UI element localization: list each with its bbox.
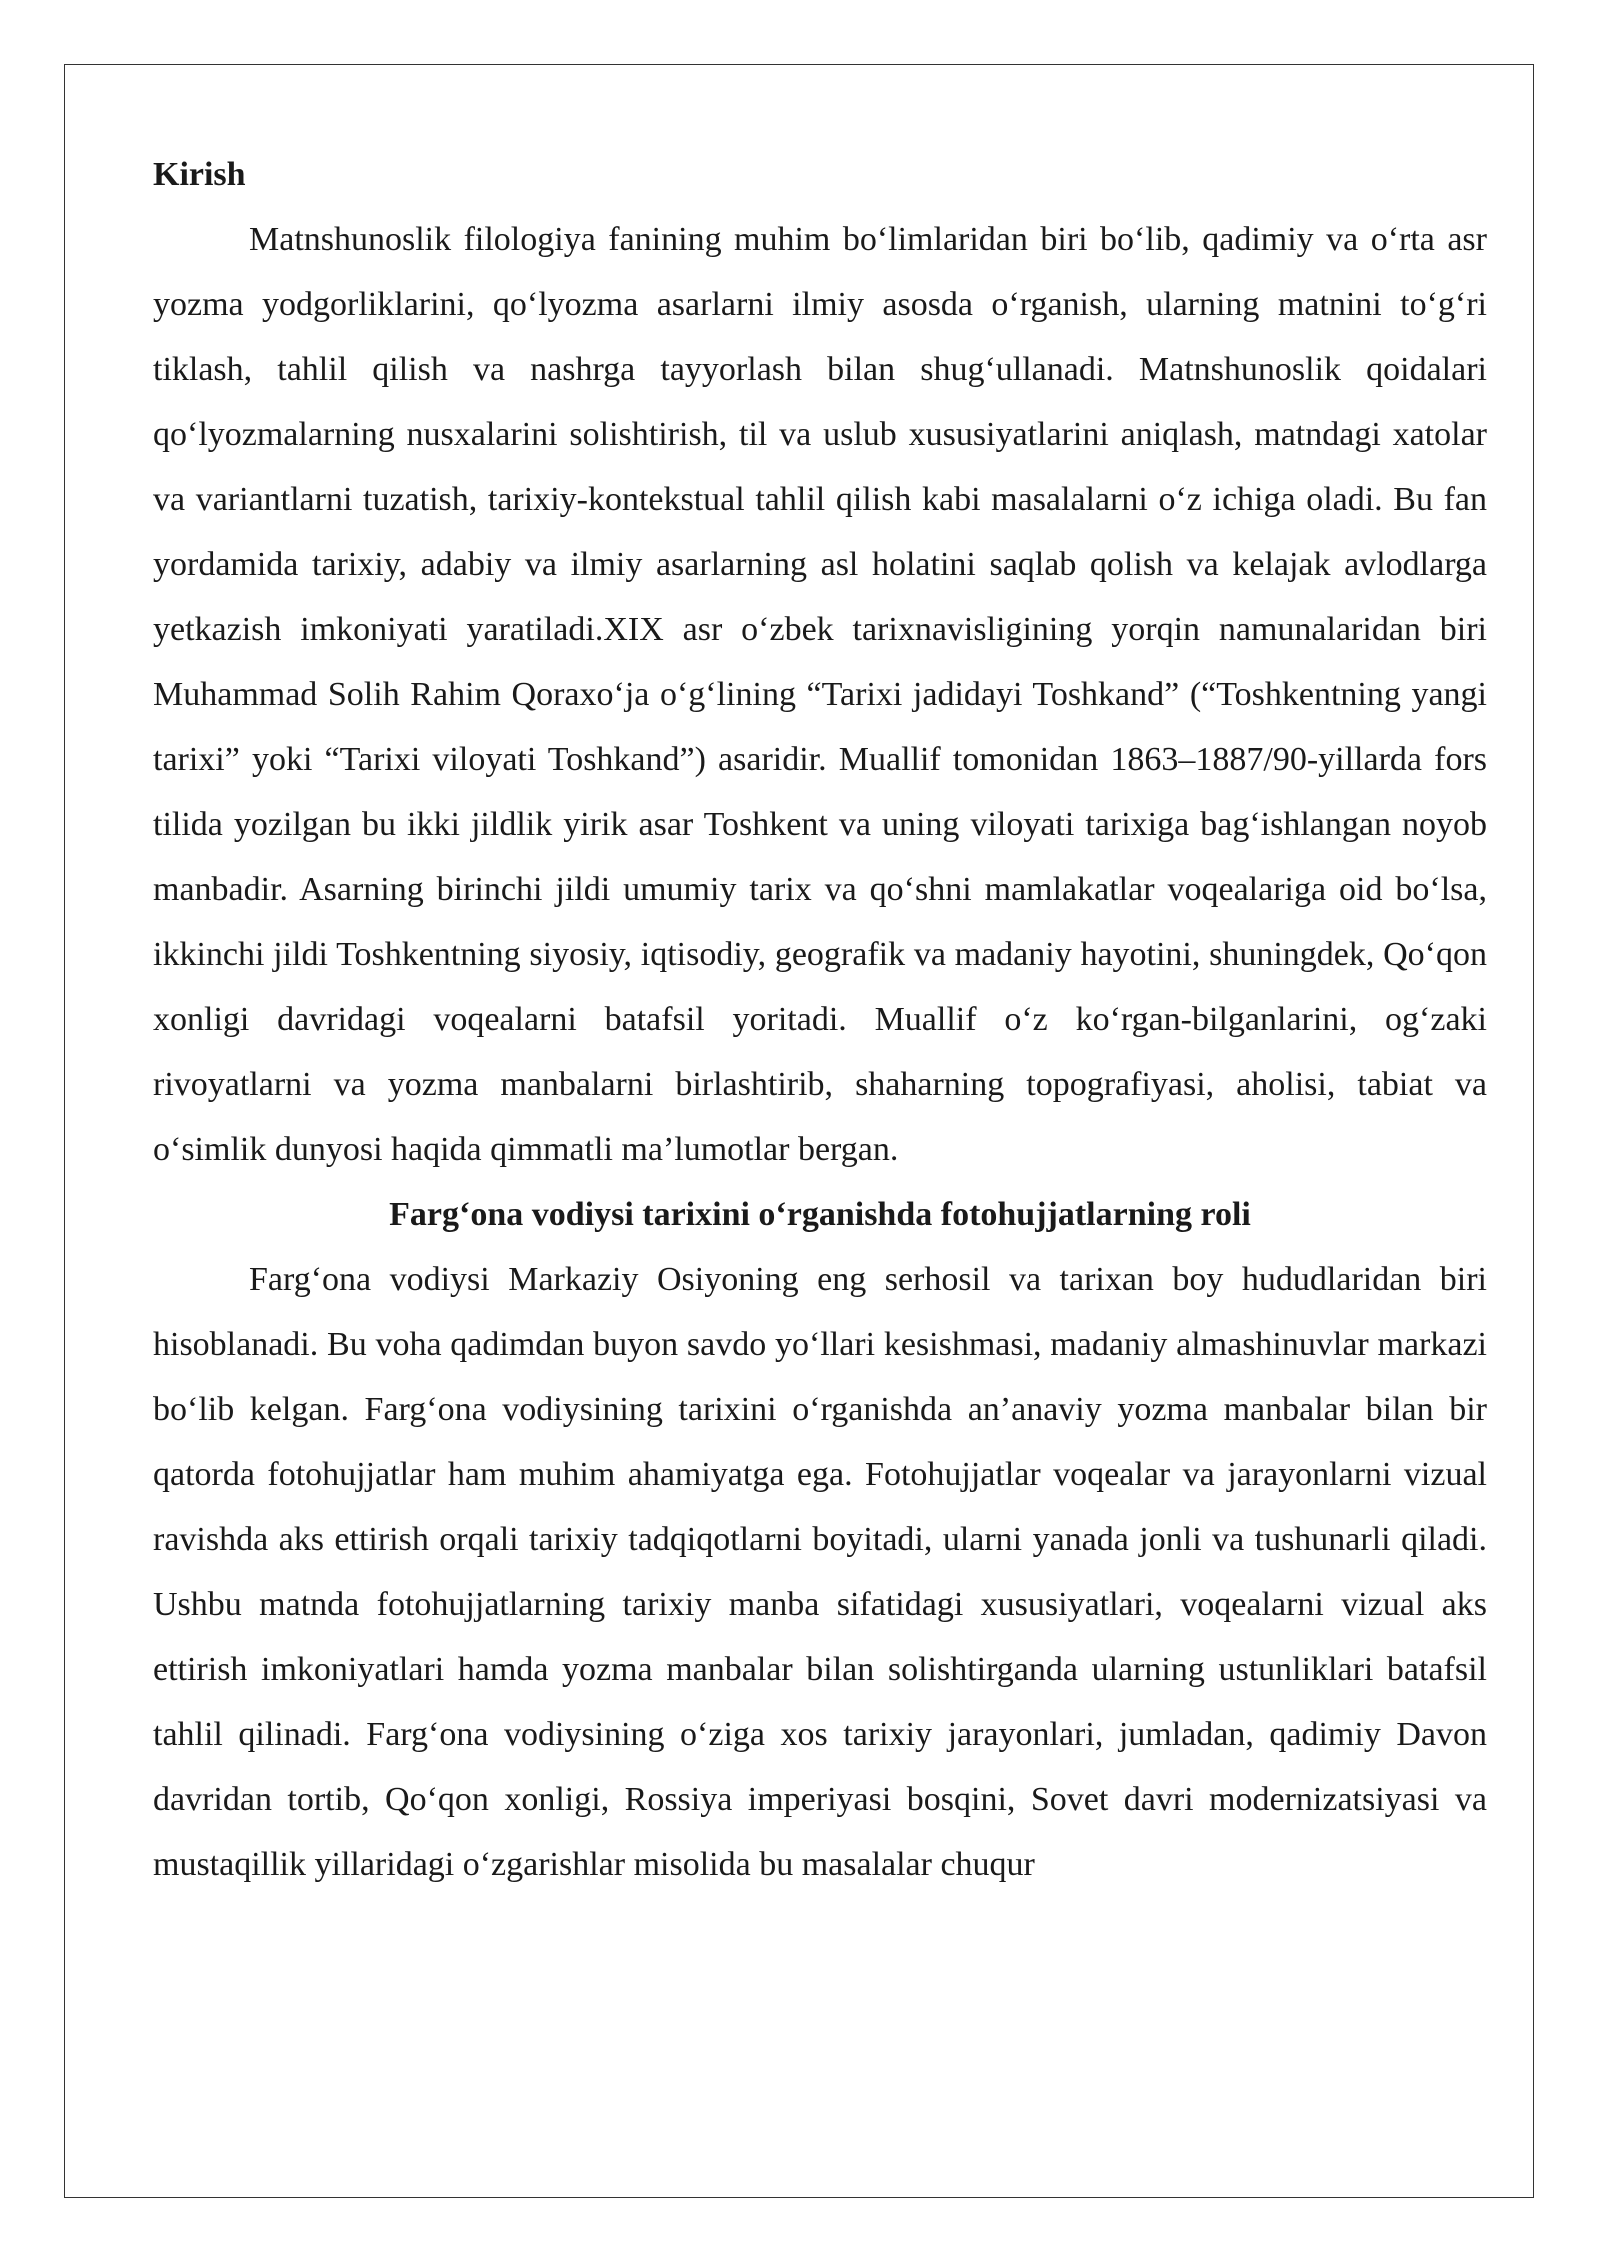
paragraph-fergana: Farg‘ona vodiysi Markaziy Osiyoning eng serhosil va tarixan boy hududlaridan biri hisoblanadi. Bu voha qadimdan buyon savdo yo‘llari kesishmasi, madaniy almashinuvlar markazi bo‘lib kelgan. Farg‘ona vodiysining tarixini o‘rganishda an’anaviy yozma manbalar bilan bir qatorda fotohujjatlar ham muhim ahamiyatga ega. Fotohujjatlar voqealar va jarayonlarni vizual ravishda aks ettirish orqali tarixiy tadqiqotlarni boyitadi, ularni yanada jonli va tushunarli qiladi. Ushbu matnda fotohujjatlarning tarixiy manba sifatidagi xususiyatlari, voqealarni vizual aks ettirish imkoniyatlari hamda yozma manbalar bilan solishtirganda ularning ustunliklari batafsil tahlil qilinadi. Farg‘ona vodiysining o‘ziga xos tarixiy jarayonlari, jumladan, qadimiy Davon davridan tortib, Qo‘qon xonligi, Rossiya imperiyasi bosqini, Sovet davri modernizatsiyasi va mustaqillik yillaridagi o‘zgarishlar misolida bu masalalar chuqur	[153, 1261, 1487, 1883]
section-heading-kirish: Kirish	[153, 156, 246, 193]
paragraph-introduction: Matnshunoslik filologiya fanining muhim bo‘limlaridan biri bo‘lib, qadimiy va o‘rta asr yozma yodgorliklarini, qo‘lyozma asarlarni ilmiy asosda o‘rganish, ularning matnini to‘g‘ri tiklash, tahlil qilish va nashrga tayyorlash bilan shug‘ullanadi. Matnshunoslik qoidalari qo‘lyozmalarning nusxalarini solishtirish, til va uslub xususiyatlarini aniqlash, matndagi xatolar va variantlarni tuzatish, tarixiy-kontekstual tahlil qilish kabi masalalarni o‘z ichiga oladi. Bu fan yordamida tarixiy, adabiy va ilmiy asarlarning asl holatini saqlab qolish va kelajak avlodlarga yetkazish imkoniyati yaratiladi.XIX asr o‘zbek tarixnavisligining yorqin namunalaridan biri Muhammad Solih Rahim Qoraxo‘ja o‘g‘lining “Tarixi jadidayi Toshkand” (“Toshkentning yangi tarixi” yoki “Tarixi viloyati Toshkand”) asaridir. Muallif tomonidan 1863–1887/90-yillarda fors tilida yozilgan bu ikki jildlik yirik asar Toshkent va uning viloyati tarixiga bag‘ishlangan noyob manbadir. Asarning birinchi jildi umumiy tarix va qo‘shni mamlakatlar voqealariga oid bo‘lsa, ikkinchi jildi Toshkentning siyosiy, iqtisodiy, geografik va madaniy hayotini, shuningdek, Qo‘qon xonligi davridagi voqealarni batafsil yoritadi. Muallif o‘z ko‘rgan-bilganlarini, og‘zaki rivoyatlarni va yozma manbalarni birlashtirib, shaharning topografiyasi, aholisi, tabiat va o‘simlik dunyosi haqida qimmatli ma’lumotlar bergan.	[153, 221, 1487, 1168]
document-body	[153, 142, 1487, 1897]
section-heading-fergana: Farg‘ona vodiysi tarixini o‘rganishda fotohujjatlarning roli	[389, 1196, 1251, 1233]
